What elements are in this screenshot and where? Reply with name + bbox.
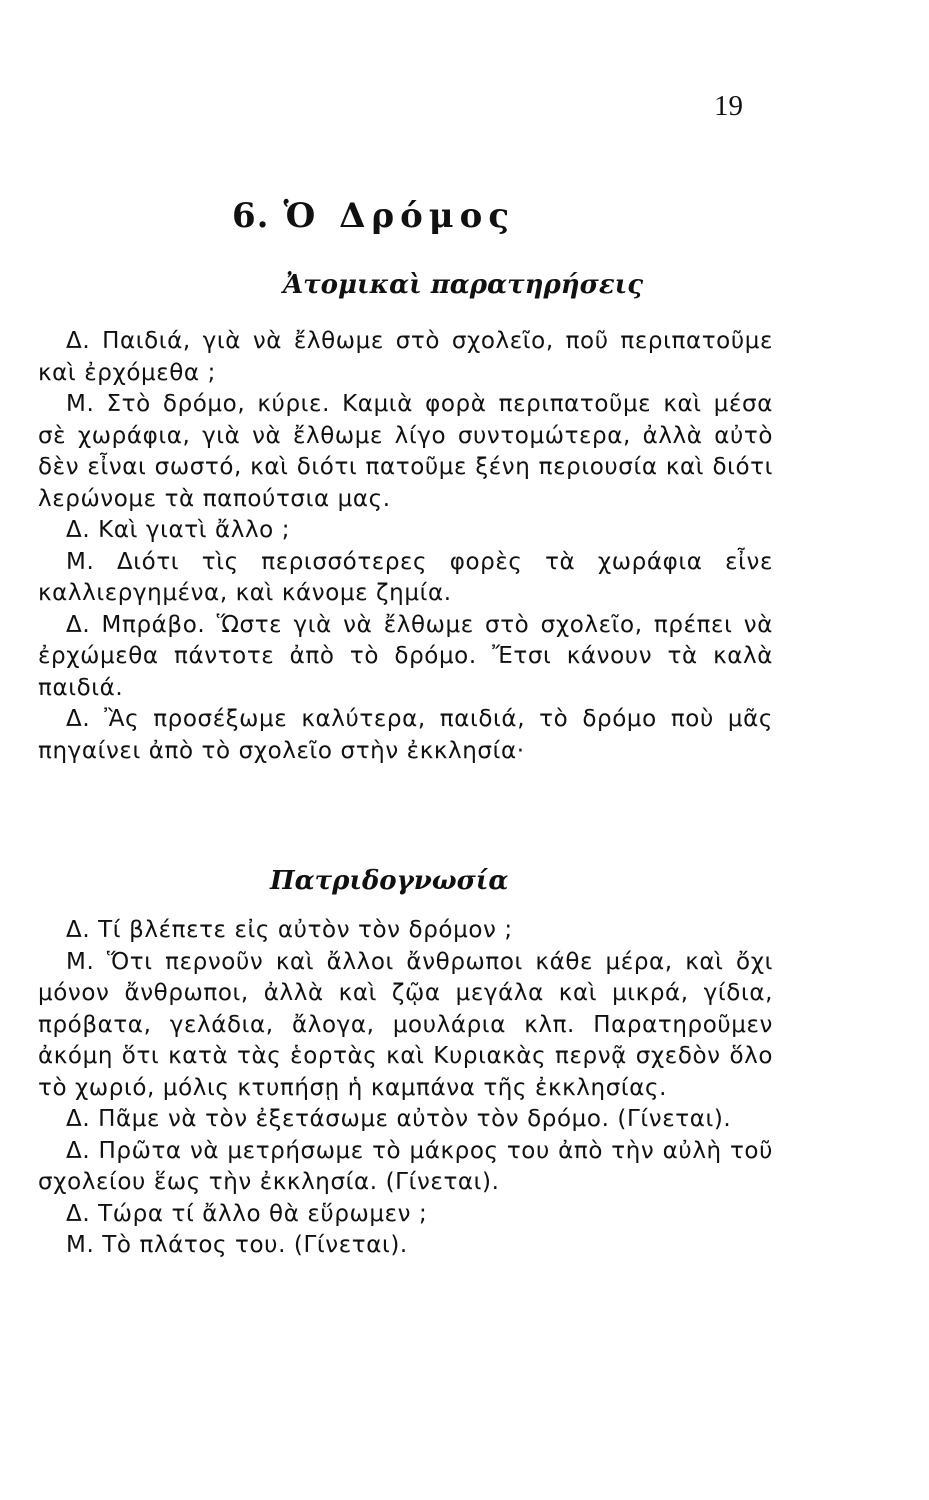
chapter-title [232, 196, 515, 236]
chapter-number: 6. [232, 196, 270, 236]
chapter-title-text: Ὁ Δρόμος [283, 196, 516, 236]
dialogue-paragraph: Δ. Πᾶμε νὰ τὸν ἐξετάσωμε αὐτὸν τὸν δρόμο. (Γίνεται). [66, 1106, 732, 1132]
section-body-patridognosia [38, 915, 773, 1262]
dialogue-paragraph: Δ. Καὶ γιατὶ ἄλλο ; [66, 517, 291, 543]
dialogue-paragraph: Δ. Ἂς προσέξωμε καλύτερα, παιδιά, τὸ δρόμο ποὺ μᾶς πηγαίνει ἀπὸ τὸ σχολεῖο στὴν ἐκκλησία· [38, 706, 773, 764]
section-body-observations [38, 326, 773, 767]
dialogue-paragraph: Δ. Παιδιά, γιὰ νὰ ἔλθωμε στὸ σχολεῖο, ποῦ περιπατοῦμε καὶ ἐρχόμεθα ; [38, 328, 773, 386]
dialogue-paragraph: Δ. Πρῶτα νὰ μετρήσωμε τὸ μάκρος του ἀπὸ τὴν αὐλὴ τοῦ σχολείου ἕως τὴν ἐκκλησία. (Γίνεται). [38, 1137, 773, 1195]
dialogue-paragraph: Δ. Τώρα τί ἄλλο θὰ εὕρωμεν ; [66, 1200, 428, 1227]
dialogue-paragraph: Δ. Μπράβο. Ὥστε γιὰ νὰ ἔλθωμε στὸ σχολεῖο, πρέπει νὰ ἐρχώμεθα πάντοτε ἀπὸ τὸ δρόμο. Ἔτσι κάνουν τὰ καλὰ παιδιά. [38, 611, 773, 701]
dialogue-paragraph: Μ. Στὸ δρόμο, κύριε. Καμιὰ φορὰ περιπατοῦμε καὶ μέσα σὲ χωράφια, γιὰ νὰ ἔλθωμε λίγο συντομώτερα, ἀλλὰ αὐτὸ δὲν εἶναι σωστό, καὶ διότι πατοῦμε ξένη περιουσία καὶ διότι λερώνομε τὰ παπούτσια μας. [38, 391, 773, 512]
page-number: 19 [714, 90, 743, 122]
section-heading-patridognosia: Πατριδογνωσία [270, 866, 509, 896]
dialogue-paragraph: Μ. Ὅτι περνοῦν καὶ ἄλλοι ἄνθρωποι κάθε μέρα, καὶ ὄχι μόνον ἄνθρωποι, ἀλλὰ καὶ ζῷα μεγάλα καὶ μικρά, γίδια, πρόβατα, γελάδια, ἄλογα, μουλάρια κλπ. Παρατηροῦμεν ἀκόμη ὅτι κατὰ τὰς ἑορτὰς καὶ Κυριακὰς περνᾷ σχεδὸν ὅλο τὸ χωριό, μόλις κτυπήσῃ ἡ καμπάνα τῆς ἐκκλησίας. [38, 948, 773, 1101]
dialogue-paragraph: Μ. Διότι τὶς περισσότερες φορὲς τὰ χωράφια εἶνε καλλιεργημένα, καὶ κάνομε ζημία. [38, 548, 773, 606]
dialogue-paragraph: Μ. Τὸ πλάτος του. (Γίνεται). [66, 1232, 408, 1258]
section-heading-observations: Ἀτομικαὶ παρατηρήσεις [283, 270, 644, 300]
dialogue-paragraph: Δ. Τί βλέπετε εἰς αὐτὸν τὸν δρόμον ; [66, 917, 513, 943]
